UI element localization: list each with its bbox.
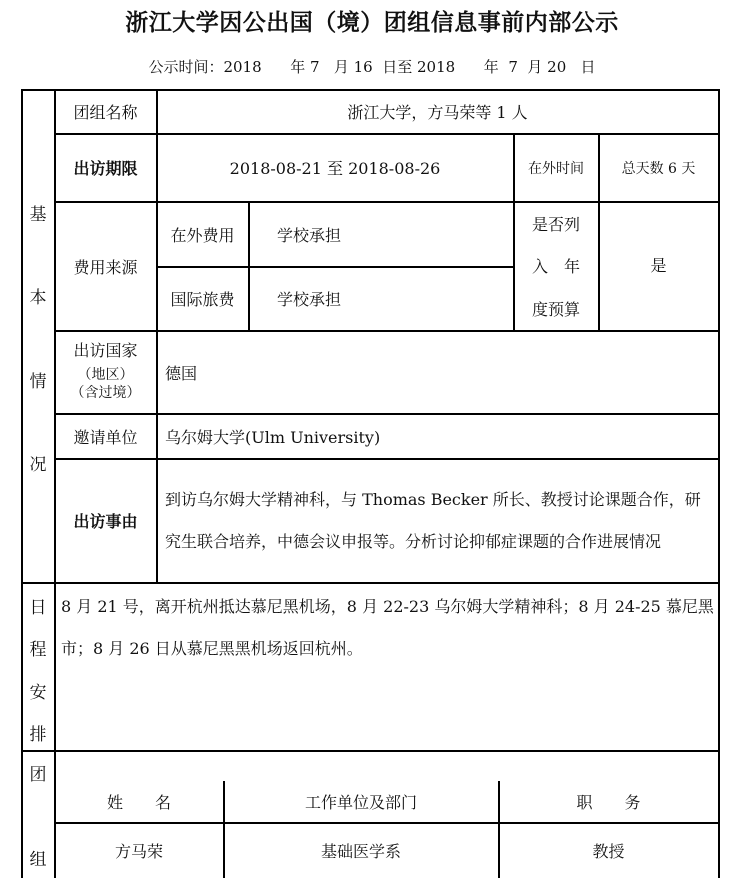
abroad-cost-value: 学校承担 — [277, 225, 342, 245]
budget-value: 是 — [650, 255, 667, 275]
visit-period-value: 2018-08-21 至 2018-08-26 — [229, 159, 441, 178]
budget-label — [514, 202, 598, 330]
page-title: 浙江大学因公出国（境）团组信息事前内部公示 — [125, 10, 619, 36]
budget-label-line: 入 年 — [531, 257, 580, 277]
reason-value: 到访乌尔姆大学精神科，与 Thomas Becker 所长、教授讨论课题合作，研究生联合培养，中德会议申报等。分析讨论抑郁症课题的合作进展情况 — [165, 489, 701, 551]
intl-travel-value: 学校承担 — [277, 290, 342, 309]
border — [21, 750, 719, 752]
border — [718, 89, 720, 878]
section-char: 基 — [29, 205, 47, 225]
country-label-sub: （含过境） — [70, 385, 141, 402]
group-name-value: 浙江大学，方马荣等 1 人 — [347, 103, 528, 122]
section-char: 本 — [29, 288, 47, 309]
country-label — [55, 331, 156, 413]
schedule-text: 8 月 21 号，离开杭州抵达慕尼黑机场，8 月 22-23 乌尔姆大学精神科；8 月 24-25 慕尼黑市；8 月 26 日从慕尼黑黑机场返回杭州。 — [61, 597, 714, 658]
time-abroad-label: 在外时间 — [528, 160, 584, 177]
inviter-value: 乌尔姆大学(Ulm University) — [165, 427, 381, 447]
member-title: 教授 — [592, 842, 625, 861]
reason-label: 出访事由 — [73, 512, 138, 531]
country-label-main: 出访国家 — [73, 341, 138, 361]
budget-label-line: 是否列 — [531, 214, 580, 234]
inviter-label: 邀请单位 — [73, 427, 138, 447]
abroad-cost-label: 在外费用 — [170, 225, 235, 245]
visit-period-label: 出访期限 — [73, 159, 138, 178]
section-char: 日 — [29, 598, 47, 618]
section-char: 排 — [29, 724, 47, 745]
time-abroad-value: 总天数 6 天 — [621, 160, 696, 177]
section-basic-info — [22, 200, 54, 475]
section-schedule — [22, 593, 54, 745]
group-name-label: 团组名称 — [73, 103, 138, 122]
section-group — [22, 760, 54, 870]
section-char: 程 — [29, 640, 47, 661]
section-char: 安 — [29, 682, 47, 703]
section-char: 团 — [29, 765, 47, 785]
member-name: 方马荣 — [114, 842, 163, 861]
member-header-unit: 工作单位及部门 — [304, 793, 417, 812]
intl-travel-label: 国际旅费 — [170, 290, 235, 309]
member-unit: 基础医学系 — [320, 842, 401, 861]
country-value: 德国 — [165, 364, 198, 383]
budget-label-line: 度预算 — [531, 300, 580, 320]
section-char: 况 — [29, 454, 47, 475]
member-header-name: 姓 名 — [106, 793, 171, 812]
publication-period: 公示时间：2018 年 7 月 16 日至 2018 年 7 月 20 日 — [148, 58, 596, 76]
funding-label: 费用来源 — [73, 257, 138, 277]
section-char: 情 — [29, 371, 47, 392]
country-label-sub: （地区） — [77, 367, 134, 384]
member-header-title: 职 务 — [576, 793, 641, 812]
section-char: 组 — [29, 850, 47, 870]
